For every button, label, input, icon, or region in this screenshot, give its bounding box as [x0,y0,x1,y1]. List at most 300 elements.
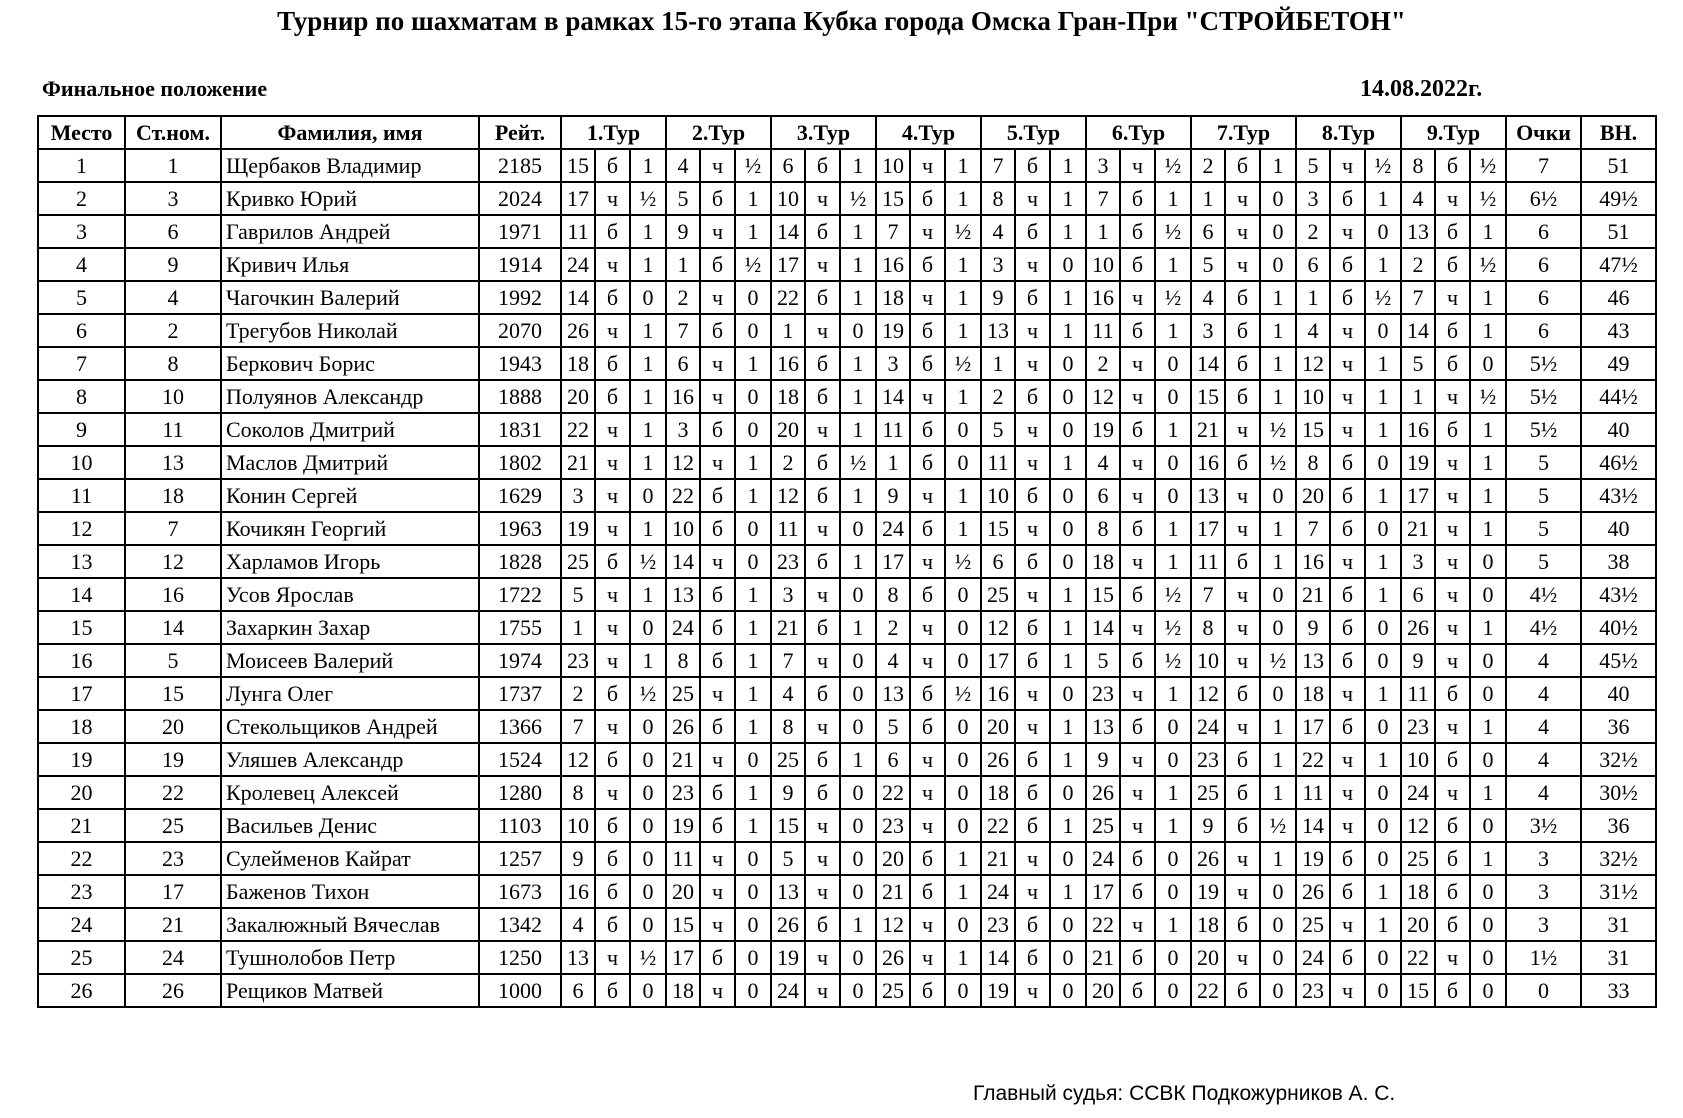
opponent-cell: 24 [1296,941,1330,974]
opponent-cell: 19 [1401,446,1435,479]
rating-cell: 2070 [479,314,561,347]
result-cell: 0 [840,974,876,1007]
color-cell: ч [1120,281,1155,314]
rating-cell: 1992 [479,281,561,314]
color-cell: б [1435,908,1470,941]
start-number-cell: 15 [125,677,221,710]
color-cell: б [1330,710,1365,743]
color-cell: ч [1120,743,1155,776]
color-cell: б [1435,743,1470,776]
color-cell: ч [1015,182,1050,215]
result-cell: 0 [1260,182,1296,215]
player-name-cell: Трегубов Николай [221,314,479,347]
result-cell: 1 [735,578,771,611]
result-cell: 1 [735,710,771,743]
color-cell: б [700,809,735,842]
opponent-cell: 23 [561,644,595,677]
standings-subtitle: Финальное положение [42,76,268,101]
result-cell: ½ [840,182,876,215]
color-cell: б [1015,644,1050,677]
result-cell: 1 [945,875,981,908]
result-cell: ½ [1365,281,1401,314]
result-cell: 0 [945,611,981,644]
opponent-cell: 10 [876,149,910,182]
opponent-cell: 22 [1401,941,1435,974]
result-cell: 1 [1470,281,1506,314]
result-cell: ½ [1155,578,1191,611]
rating-cell: 1828 [479,545,561,578]
color-cell: ч [805,512,840,545]
color-cell: ч [910,611,945,644]
result-cell: 0 [945,809,981,842]
player-name-cell: Гаврилов Андрей [221,215,479,248]
opponent-cell: 16 [561,875,595,908]
points-cell: 3 [1506,875,1581,908]
points-cell: 6 [1506,281,1581,314]
result-cell: 0 [1050,776,1086,809]
place-cell: 4 [38,248,125,281]
color-cell: ч [1120,809,1155,842]
opponent-cell: 18 [1401,875,1435,908]
rating-cell: 1914 [479,248,561,281]
result-cell: 0 [1365,215,1401,248]
result-cell: 0 [630,842,666,875]
result-cell: 1 [1155,908,1191,941]
opponent-cell: 23 [1296,974,1330,1007]
result-cell: 0 [1155,380,1191,413]
result-cell: 1 [1365,413,1401,446]
place-cell: 12 [38,512,125,545]
table-row [38,809,1656,842]
result-cell: 0 [735,314,771,347]
result-cell: 0 [945,743,981,776]
color-cell: б [595,974,630,1007]
start-number-cell: 26 [125,974,221,1007]
opponent-cell: 2 [876,611,910,644]
opponent-cell: 16 [1086,281,1120,314]
table-row [38,182,1656,215]
color-cell: ч [1435,710,1470,743]
tiebreak-cell: 49½ [1581,182,1656,215]
player-name-cell: Захаркин Захар [221,611,479,644]
opponent-cell: 5 [1401,347,1435,380]
opponent-cell: 17 [771,248,805,281]
color-cell: ч [1120,149,1155,182]
color-cell: ч [805,941,840,974]
result-cell: 0 [1050,347,1086,380]
color-cell: ч [1330,974,1365,1007]
color-cell: ч [1120,776,1155,809]
header-round-4: 4.Тур [876,116,981,149]
color-cell: ч [910,776,945,809]
opponent-cell: 3 [1086,149,1120,182]
opponent-cell: 20 [1086,974,1120,1007]
points-cell: 4 [1506,743,1581,776]
player-name-cell: Кривко Юрий [221,182,479,215]
opponent-cell: 2 [1296,215,1330,248]
color-cell: ч [1330,776,1365,809]
place-cell: 19 [38,743,125,776]
opponent-cell: 12 [1086,380,1120,413]
color-cell: б [1435,875,1470,908]
opponent-cell: 16 [1191,446,1225,479]
result-cell: 0 [1260,908,1296,941]
color-cell: ч [910,149,945,182]
color-cell: б [1225,314,1260,347]
result-cell: 0 [840,941,876,974]
opponent-cell: 8 [1191,611,1225,644]
result-cell: 0 [1050,941,1086,974]
result-cell: 1 [630,248,666,281]
color-cell: ч [595,314,630,347]
table-row [38,578,1656,611]
result-cell: 0 [1260,611,1296,644]
opponent-cell: 20 [876,842,910,875]
opponent-cell: 23 [876,809,910,842]
opponent-cell: 16 [1296,545,1330,578]
opponent-cell: 10 [1296,380,1330,413]
opponent-cell: 18 [561,347,595,380]
result-cell: 1 [945,380,981,413]
color-cell: б [805,677,840,710]
color-cell: б [1330,644,1365,677]
color-cell: ч [595,248,630,281]
opponent-cell: 6 [1401,578,1435,611]
opponent-cell: 16 [771,347,805,380]
result-cell: 0 [1260,215,1296,248]
rating-cell: 1943 [479,347,561,380]
opponent-cell: 6 [771,149,805,182]
result-cell: 0 [1155,974,1191,1007]
result-cell: 0 [1470,545,1506,578]
color-cell: б [805,908,840,941]
color-cell: б [1225,974,1260,1007]
header-round-5: 5.Тур [981,116,1086,149]
rating-cell: 1524 [479,743,561,776]
opponent-cell: 25 [1401,842,1435,875]
result-cell: 1 [1470,479,1506,512]
opponent-cell: 18 [876,281,910,314]
opponent-cell: 9 [666,215,700,248]
opponent-cell: 22 [876,776,910,809]
result-cell: 1 [630,578,666,611]
color-cell: ч [805,710,840,743]
result-cell: 0 [1365,710,1401,743]
points-cell: 7 [1506,149,1581,182]
color-cell: б [1435,974,1470,1007]
color-cell: б [595,281,630,314]
table-row [38,974,1656,1007]
opponent-cell: 17 [1296,710,1330,743]
color-cell: ч [595,512,630,545]
result-cell: 1 [945,281,981,314]
opponent-cell: 10 [1401,743,1435,776]
result-cell: 0 [1050,974,1086,1007]
color-cell: б [1435,248,1470,281]
color-cell: ч [1120,446,1155,479]
rating-cell: 1971 [479,215,561,248]
opponent-cell: 3 [561,479,595,512]
color-cell: ч [1225,644,1260,677]
color-cell: ч [1225,710,1260,743]
color-cell: ч [1015,446,1050,479]
color-cell: б [1015,149,1050,182]
result-cell: 0 [840,710,876,743]
color-cell: ч [910,743,945,776]
player-name-cell: Усов Ярослав [221,578,479,611]
opponent-cell: 2 [1191,149,1225,182]
result-cell: 0 [1260,479,1296,512]
rating-cell: 1366 [479,710,561,743]
result-cell: 0 [1155,875,1191,908]
color-cell: б [700,710,735,743]
start-number-cell: 13 [125,446,221,479]
opponent-cell: 7 [1191,578,1225,611]
opponent-cell: 12 [1401,809,1435,842]
result-cell: 1 [630,413,666,446]
color-cell: б [1330,281,1365,314]
result-cell: 0 [630,809,666,842]
result-cell: 1 [1050,809,1086,842]
opponent-cell: 9 [771,776,805,809]
result-cell: 1 [840,545,876,578]
color-cell: ч [910,644,945,677]
color-cell: б [1435,413,1470,446]
opponent-cell: 17 [981,644,1015,677]
result-cell: 1 [1260,149,1296,182]
color-cell: б [595,545,630,578]
result-cell: 1 [1155,248,1191,281]
result-cell: 0 [1365,776,1401,809]
start-number-cell: 17 [125,875,221,908]
opponent-cell: 1 [1086,215,1120,248]
player-name-cell: Харламов Игорь [221,545,479,578]
color-cell: б [805,611,840,644]
opponent-cell: 5 [1191,248,1225,281]
result-cell: ½ [945,545,981,578]
color-cell: ч [805,809,840,842]
start-number-cell: 9 [125,248,221,281]
color-cell: б [1015,479,1050,512]
result-cell: ½ [1365,149,1401,182]
result-cell: 0 [840,512,876,545]
opponent-cell: 12 [1191,677,1225,710]
result-cell: 0 [1365,809,1401,842]
result-cell: 1 [1365,479,1401,512]
tiebreak-cell: 38 [1581,545,1656,578]
tiebreak-cell: 43½ [1581,479,1656,512]
color-cell: б [1330,941,1365,974]
opponent-cell: 3 [981,248,1015,281]
result-cell: ½ [1155,215,1191,248]
opponent-cell: 15 [561,149,595,182]
color-cell: ч [910,380,945,413]
points-cell: 4 [1506,677,1581,710]
opponent-cell: 11 [1401,677,1435,710]
result-cell: 0 [945,578,981,611]
color-cell: ч [595,578,630,611]
result-cell: 1 [1050,710,1086,743]
opponent-cell: 26 [981,743,1015,776]
result-cell: 1 [1260,545,1296,578]
color-cell: б [910,413,945,446]
opponent-cell: 16 [981,677,1015,710]
opponent-cell: 5 [666,182,700,215]
place-cell: 9 [38,413,125,446]
color-cell: ч [1225,479,1260,512]
color-cell: ч [1330,149,1365,182]
result-cell: 1 [1155,314,1191,347]
opponent-cell: 23 [1191,743,1225,776]
result-cell: ½ [1155,644,1191,677]
opponent-cell: 25 [771,743,805,776]
result-cell: 0 [1365,941,1401,974]
table-row [38,281,1656,314]
color-cell: б [700,248,735,281]
opponent-cell: 7 [771,644,805,677]
color-cell: ч [805,314,840,347]
tiebreak-cell: 46½ [1581,446,1656,479]
result-cell: 0 [735,380,771,413]
opponent-cell: 5 [1296,149,1330,182]
result-cell: 0 [1365,842,1401,875]
table-row [38,875,1656,908]
color-cell: ч [1015,974,1050,1007]
result-cell: 1 [1050,314,1086,347]
color-cell: б [805,149,840,182]
points-cell: 4½ [1506,611,1581,644]
opponent-cell: 8 [981,182,1015,215]
opponent-cell: 6 [1086,479,1120,512]
color-cell: ч [700,545,735,578]
result-cell: 1 [1050,446,1086,479]
opponent-cell: 1 [666,248,700,281]
tiebreak-cell: 51 [1581,215,1656,248]
color-cell: б [1120,314,1155,347]
color-cell: б [1015,380,1050,413]
color-cell: ч [1015,578,1050,611]
color-cell: б [1120,710,1155,743]
color-cell: ч [1435,479,1470,512]
color-cell: б [1120,215,1155,248]
color-cell: б [1120,182,1155,215]
result-cell: 1 [630,644,666,677]
opponent-cell: 21 [666,743,700,776]
start-number-cell: 2 [125,314,221,347]
result-cell: 0 [840,677,876,710]
tournament-date: 14.08.2022г. [1360,76,1483,102]
color-cell: б [805,347,840,380]
tiebreak-cell: 31 [1581,941,1656,974]
opponent-cell: 9 [1086,743,1120,776]
color-cell: ч [1225,215,1260,248]
opponent-cell: 25 [1296,908,1330,941]
points-cell: 5 [1506,446,1581,479]
opponent-cell: 13 [876,677,910,710]
player-name-cell: Полуянов Александр [221,380,479,413]
result-cell: 1 [945,149,981,182]
result-cell: 1 [1050,644,1086,677]
start-number-cell: 3 [125,182,221,215]
color-cell: б [910,446,945,479]
color-cell: ч [805,578,840,611]
result-cell: 1 [1260,347,1296,380]
result-cell: 1 [630,215,666,248]
chief-judge-note: Главный судья: ССВК Подкожурников А. С. [973,1082,1396,1105]
result-cell: 1 [840,215,876,248]
color-cell: ч [1120,611,1155,644]
rating-cell: 1629 [479,479,561,512]
opponent-cell: 14 [981,941,1015,974]
opponent-cell: 19 [876,314,910,347]
result-cell: 1 [1050,149,1086,182]
result-cell: 1 [1260,710,1296,743]
tiebreak-cell: 36 [1581,809,1656,842]
color-cell: ч [1330,809,1365,842]
color-cell: б [910,512,945,545]
color-cell: б [1015,611,1050,644]
color-cell: ч [910,545,945,578]
color-cell: б [1225,446,1260,479]
result-cell: ½ [735,149,771,182]
tiebreak-cell: 31 [1581,908,1656,941]
result-cell: 0 [1470,347,1506,380]
header-round-2: 2.Тур [666,116,771,149]
opponent-cell: 17 [1086,875,1120,908]
color-cell: ч [1225,875,1260,908]
color-cell: ч [700,842,735,875]
result-cell: 0 [1470,974,1506,1007]
place-cell: 2 [38,182,125,215]
start-number-cell: 10 [125,380,221,413]
result-cell: 0 [735,842,771,875]
result-cell: 0 [1155,347,1191,380]
rating-cell: 1103 [479,809,561,842]
color-cell: ч [805,974,840,1007]
opponent-cell: 25 [666,677,700,710]
color-cell: ч [595,611,630,644]
color-cell: б [1015,776,1050,809]
tiebreak-cell: 40 [1581,677,1656,710]
opponent-cell: 25 [561,545,595,578]
opponent-cell: 9 [876,479,910,512]
color-cell: б [700,644,735,677]
result-cell: 1 [1365,347,1401,380]
opponent-cell: 7 [1401,281,1435,314]
color-cell: б [1225,809,1260,842]
place-cell: 13 [38,545,125,578]
points-cell: 6½ [1506,182,1581,215]
result-cell: 0 [1470,941,1506,974]
result-cell: 1 [945,512,981,545]
color-cell: б [595,380,630,413]
color-cell: б [1225,380,1260,413]
result-cell: ½ [1470,380,1506,413]
result-cell: 1 [735,215,771,248]
color-cell: ч [1015,842,1050,875]
header-round-8: 8.Тур [1296,116,1401,149]
result-cell: 0 [840,644,876,677]
rating-cell: 2024 [479,182,561,215]
opponent-cell: 4 [666,149,700,182]
color-cell: ч [1225,578,1260,611]
color-cell: ч [700,875,735,908]
color-cell: ч [910,809,945,842]
result-cell: ½ [1155,281,1191,314]
rating-cell: 1000 [479,974,561,1007]
opponent-cell: 12 [666,446,700,479]
table-row [38,479,1656,512]
